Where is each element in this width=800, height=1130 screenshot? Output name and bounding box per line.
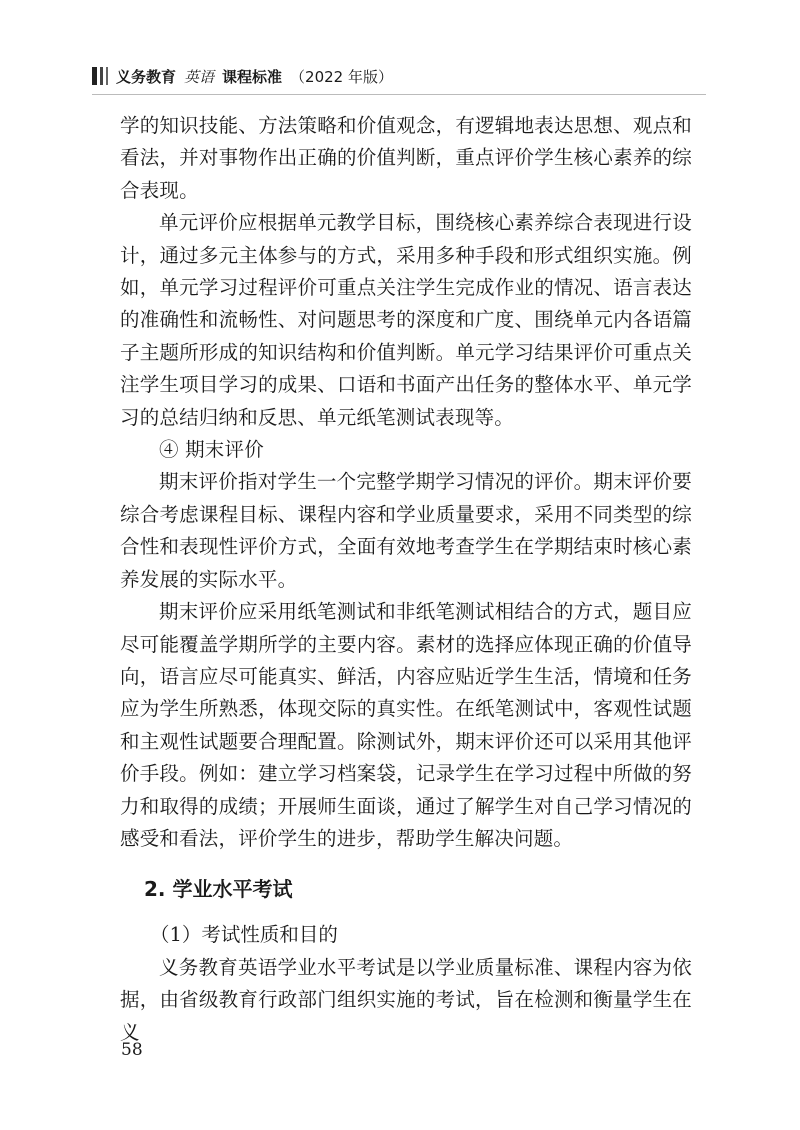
paragraph-continued: 学的知识技能、方法策略和价值观念，有逻辑地表达思想、观点和看法，并对事物作出正确的价值判断，重点评价学生核心素养的综合表现。 — [120, 114, 692, 202]
header-edition: （2022 年版） — [290, 67, 393, 86]
paragraph-final-evaluation-method: 期末评价应采用纸笔测试和非纸笔测试相结合的方式，题目应尽可能覆盖学期所学的主要内容。素材的选择应体现正确的价值导向，语言应尽可能真实、鲜活，内容应贴近学生生活，情境和任务应为学生所熟悉，体现交际的真实性。在纸笔测试中，客观性试题和主观性试题要合理配置。除测试外，期末评价还可以采用其他评价手段。例如：建立学习档案袋，记录学生在学习过程中所做的努力和取得的成绩；开展师生面谈，通过了解学生对自己学习情况的感受和看法，评价学生的进步，帮助学生解决问题。 — [120, 600, 692, 850]
paragraph-exam-description: 义务教育英语学业水平考试是以学业质量标准、课程内容为依据，由省级教育行政部门组织实施的考试，旨在检测和衡量学生在义 — [120, 955, 692, 1044]
header-bars-icon — [92, 67, 108, 85]
header-title-part2: 课程标准 — [222, 67, 283, 86]
running-header — [92, 62, 393, 90]
header-title-part1: 义务教育 — [116, 67, 177, 86]
page-number: 58 — [121, 1040, 143, 1060]
paragraph-final-evaluation-definition: 期末评价指对学生一个完整学期学习情况的评价。期末评价要综合考虑课程目标、课程内容和学业质量要求，采用不同类型的综合性和表现性评价方式，全面有效地考查学生在学期结束时核心素养发展的实际水平。 — [120, 470, 692, 591]
item-final-evaluation: ④ 期末评价 — [159, 438, 264, 462]
page-body — [120, 110, 692, 1049]
section-heading-academic-exam: 2. 学业水平考试 — [144, 877, 293, 902]
paragraph-unit-evaluation: 单元评价应根据单元教学目标，围绕核心素养综合表现进行设计，通过多元主体参与的方式，采用多种手段和形式组织实施。例如，单元学习过程评价可重点关注学生完成作业的情况、语言表达的准确性和流畅性、对问题思考的深度和广度、围绕单元内各语篇子主题所形成的知识结构和价值判断。单元学习结果评价可重点关注学生项目学习的成果、口语和书面产出任务的整体水平、单元学习的总结归纳和反思、单元纸笔测试表现等。 — [120, 211, 692, 429]
subsection-heading-exam-purpose: （1）考试性质和目的 — [150, 923, 338, 947]
header-subject: 英语 — [184, 67, 215, 86]
header-divider — [92, 94, 706, 95]
